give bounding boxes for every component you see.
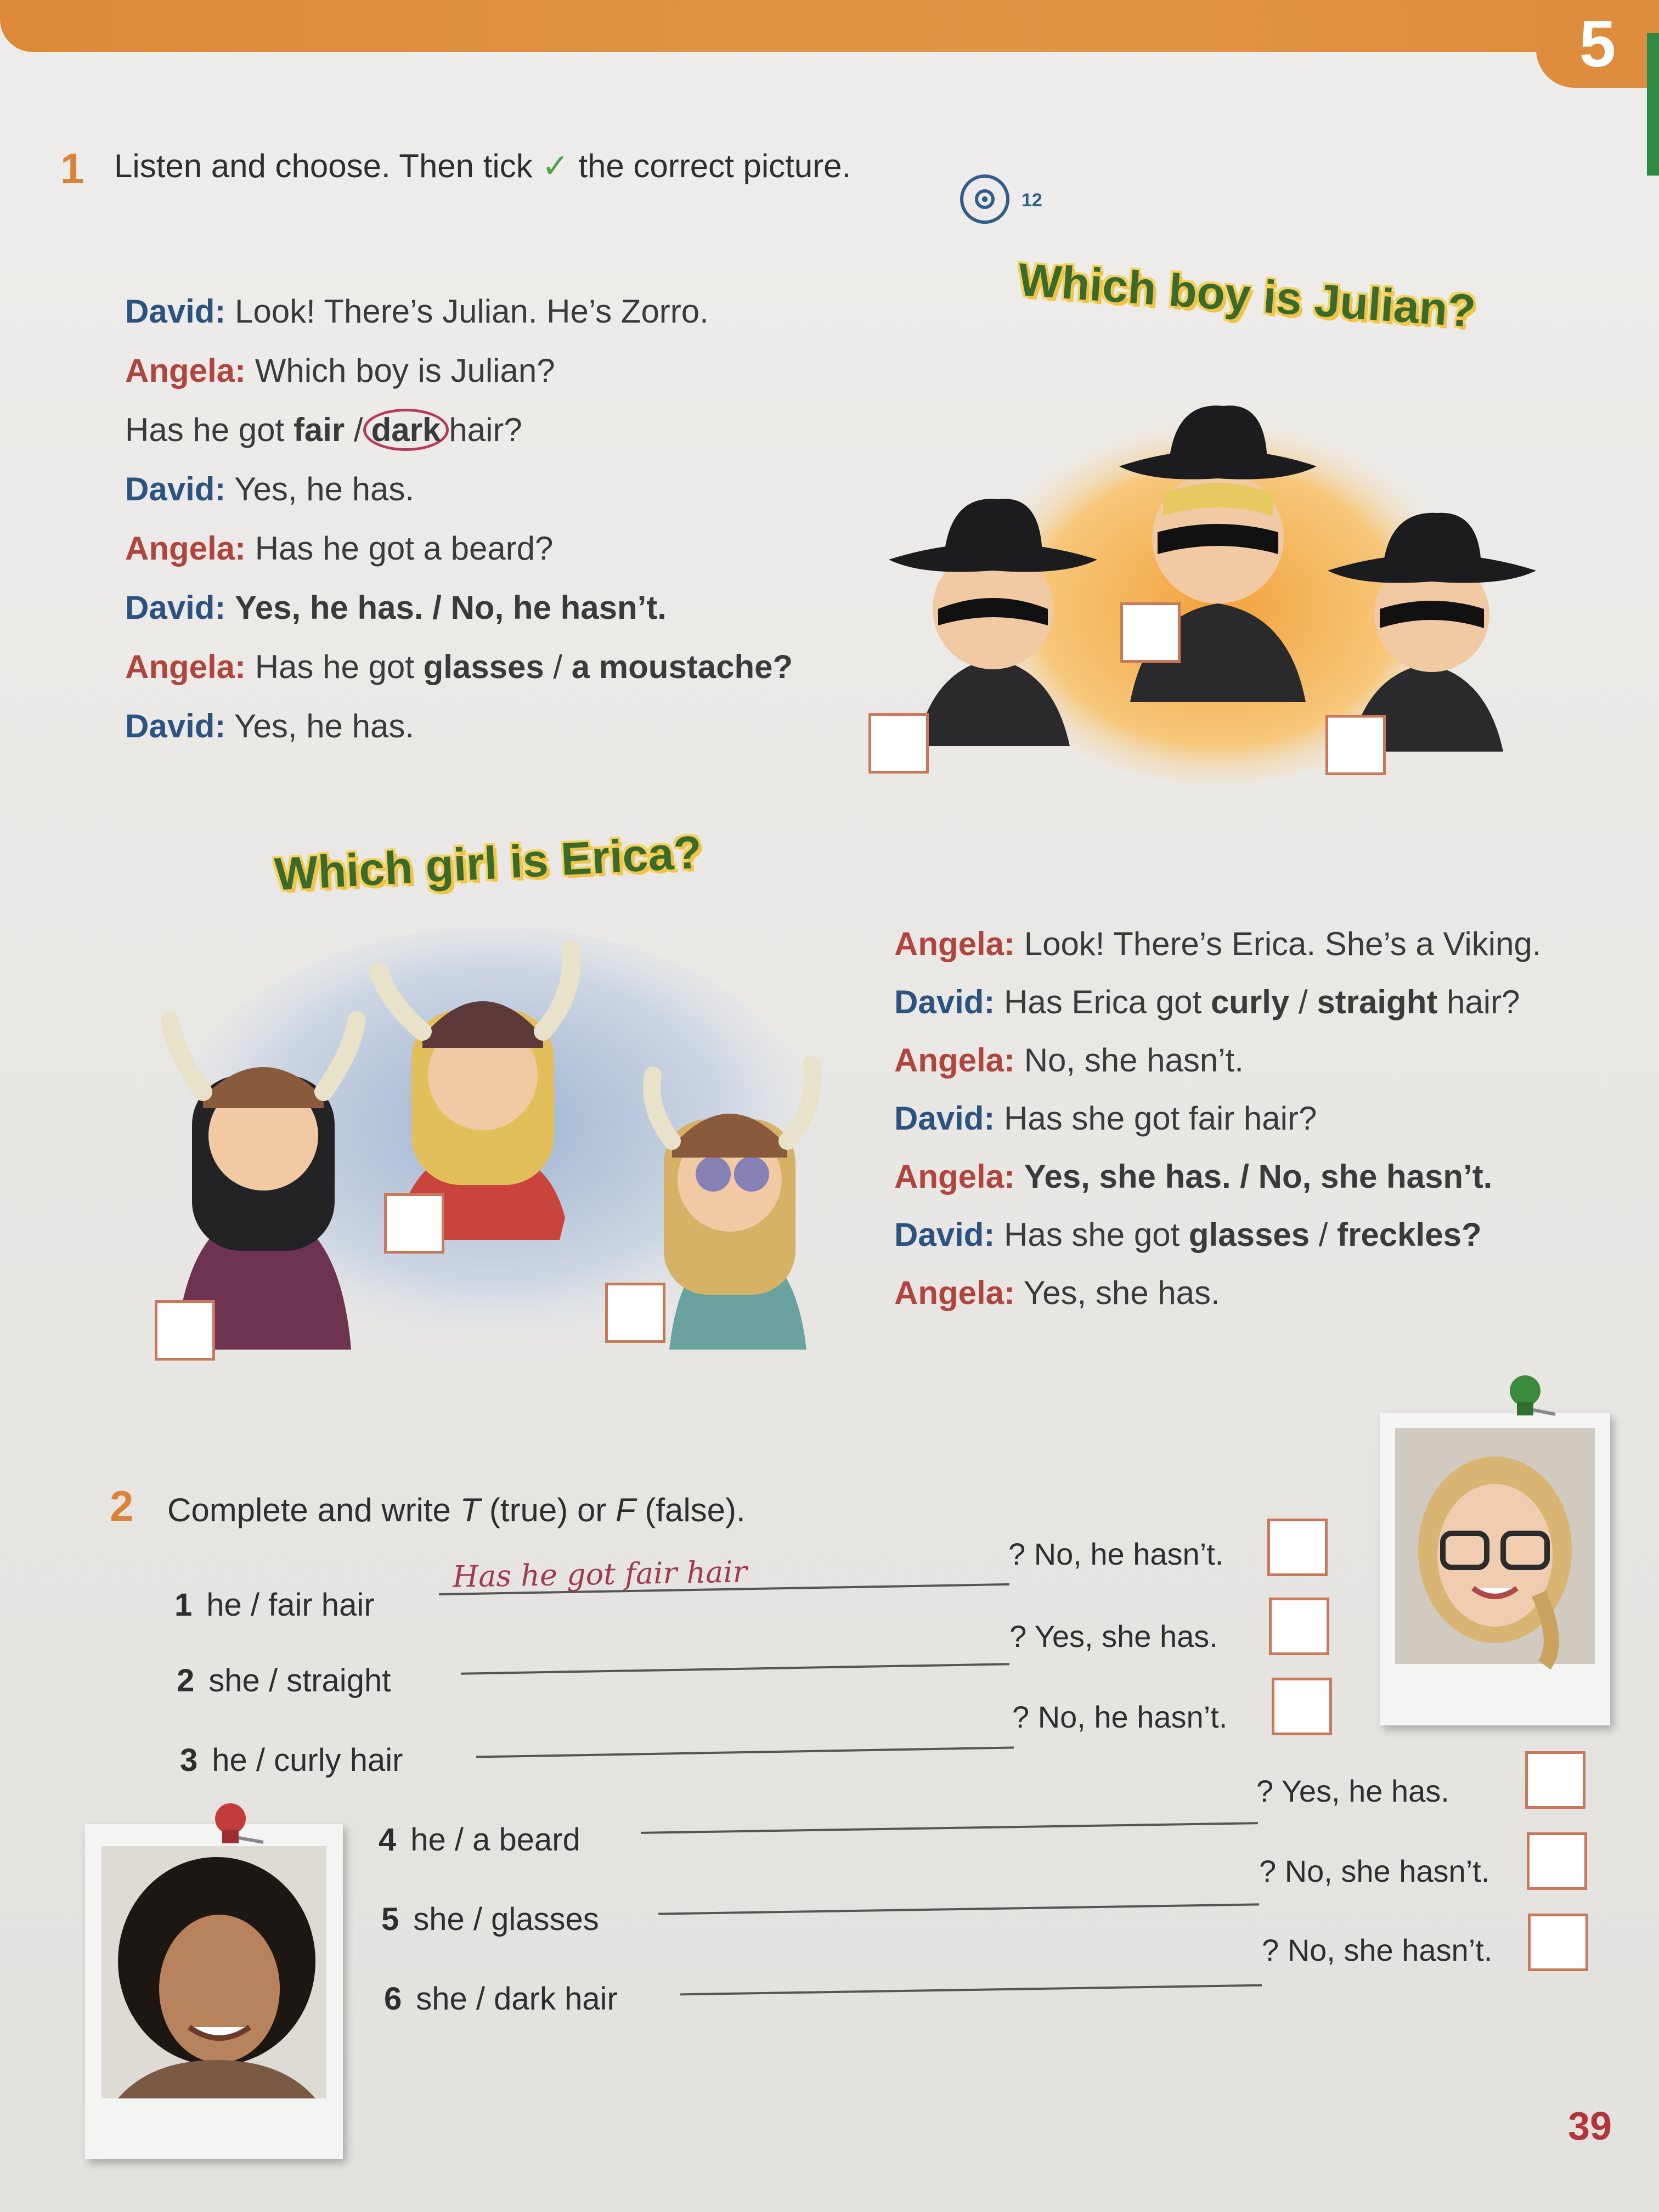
tf-box-2[interactable] (1269, 1598, 1329, 1655)
dialogue-line (894, 1031, 1541, 1090)
unit-number: 5 (1579, 7, 1616, 81)
speaker-label: David: (894, 984, 995, 1020)
speaker-label: David: (894, 1100, 995, 1137)
instruction-part-1: Listen and choose. Then tick (114, 148, 533, 184)
item-number: 2 (177, 1663, 195, 1699)
item-2-answer: ? Yes, she has. (1009, 1619, 1218, 1654)
item-prompt: she / straight (208, 1663, 391, 1699)
answer-options[interactable]: Yes, he has. / No, he hasn’t. (235, 589, 667, 626)
exercise-2-instruction (167, 1491, 746, 1529)
pushpin-icon (1500, 1372, 1561, 1432)
option-glasses[interactable]: glasses (423, 648, 544, 685)
girl-with-glasses-photo (1380, 1413, 1610, 1725)
speaker-label: David: (125, 589, 226, 626)
pushpin-icon (203, 1799, 269, 1860)
answer-options[interactable]: Yes, she has. / No, she hasn’t. (1024, 1158, 1493, 1195)
dialogue-text: Has she got (1004, 1216, 1180, 1253)
separator: / (553, 648, 563, 685)
instruction-text: (true) or (489, 1492, 607, 1528)
exercise-1-number: 1 (60, 144, 84, 193)
dialogue-text: Has he got (255, 648, 414, 685)
page-edge-marker (1647, 33, 1659, 176)
tick-box-girl-middle[interactable] (384, 1193, 444, 1254)
dialogue-text: Has he got a beard? (255, 530, 554, 567)
speaker-label: Angela: (894, 1274, 1015, 1311)
dialogue-line (894, 1090, 1541, 1148)
item-6-answer: ? No, she hasn’t. (1262, 1933, 1493, 1967)
tf-box-6[interactable] (1528, 1914, 1588, 1971)
answer-line-6[interactable] (680, 1984, 1262, 1996)
unit-number-tab (1536, 0, 1659, 88)
option-glasses[interactable]: glasses (1188, 1216, 1310, 1253)
dialogue-text: Has she got fair hair? (1004, 1100, 1317, 1137)
tick-box-boy-left[interactable] (868, 713, 929, 774)
tick-box-girl-left[interactable] (155, 1300, 215, 1361)
item-prompt: he / fair hair (206, 1587, 375, 1623)
speaker-label: Angela: (125, 352, 246, 389)
tf-box-3[interactable] (1272, 1678, 1332, 1735)
item-5-answer: ? No, she hasn’t. (1259, 1854, 1490, 1888)
speaker-label: Angela: (125, 648, 246, 685)
answer-line-2[interactable] (461, 1663, 1009, 1674)
tick-box-boy-middle[interactable] (1120, 602, 1181, 663)
dialogue-text: Yes, he has. (234, 708, 415, 744)
tick-icon: ✓ (541, 148, 569, 184)
exercise-2-number: 2 (110, 1482, 134, 1530)
tick-box-boy-right[interactable] (1325, 715, 1386, 775)
dialogue-text: Yes, she has. (1023, 1274, 1220, 1311)
item-prompt: he / a beard (410, 1822, 580, 1858)
answer-line-4[interactable] (641, 1822, 1258, 1834)
dialogue-line (894, 1264, 1541, 1322)
option-curly[interactable]: curly (1210, 984, 1290, 1020)
answer-line-5[interactable] (658, 1903, 1259, 1915)
speaker-label: David: (125, 293, 226, 330)
exercise-2-item-2-prompt (177, 1662, 391, 1699)
dialogue-line (894, 915, 1541, 973)
separator: / (1318, 1216, 1328, 1253)
instruction-part-2: the correct picture. (578, 148, 851, 184)
exercise-2-item-3-prompt (180, 1742, 403, 1779)
true-letter: T (460, 1492, 481, 1528)
separator: / (353, 411, 363, 448)
page-number: 39 (1568, 2104, 1612, 2148)
dialogue-text: Has he got (125, 411, 285, 448)
dialogue-text: Has Erica got (1004, 984, 1202, 1020)
speaker-label: Angela: (125, 530, 246, 567)
item-number: 1 (174, 1587, 193, 1623)
item-number: 6 (384, 1981, 402, 2017)
dialogue-text: Yes, he has. (234, 471, 415, 507)
speaker-label: Angela: (894, 926, 1015, 962)
exercise-2-item-1-prompt (174, 1587, 375, 1623)
dialogue-text: Look! There’s Julian. He’s Zorro. (235, 293, 709, 330)
exercise-1-instruction (114, 147, 851, 185)
zorro-boys-illustration (867, 351, 1569, 785)
item-1-answer: ? No, he hasn’t. (1008, 1537, 1224, 1571)
option-dark-circled[interactable]: dark (363, 409, 449, 451)
item-prompt: she / dark hair (416, 1981, 618, 2017)
viking-girls-illustration (143, 911, 856, 1372)
item-prompt: she / glasses (413, 1901, 599, 1937)
speaker-label: Angela: (894, 1158, 1015, 1195)
viking-scene-title: Which girl is Erica? (273, 826, 703, 900)
dialogue-line (894, 973, 1541, 1031)
handwritten-answer-1[interactable]: Has he got fair hair (452, 1554, 748, 1594)
exercise-2-item-4-prompt (379, 1821, 580, 1858)
dialogue-text: No, she hasn’t. (1024, 1042, 1244, 1079)
photo-boy-curly-hair (85, 1824, 343, 2159)
dialogue-line (125, 341, 793, 400)
item-prompt: he / curly hair (212, 1742, 403, 1778)
speaker-label: David: (125, 471, 226, 507)
exercise-2-item-6-prompt (384, 1980, 618, 2017)
dialogue-line (894, 1206, 1541, 1264)
dialogue-text: Look! There’s Erica. She’s a Viking. (1024, 926, 1542, 962)
dialogue-line (125, 578, 793, 637)
option-straight[interactable]: straight (1317, 984, 1438, 1020)
option-fair[interactable]: fair (293, 411, 345, 448)
dialogue-line (125, 519, 793, 578)
answer-line-3[interactable] (476, 1746, 1014, 1758)
tick-box-girl-right[interactable] (605, 1283, 665, 1343)
speaker-label: Angela: (894, 1042, 1015, 1079)
dialogue-line (125, 697, 793, 756)
item-4-answer: ? Yes, he has. (1256, 1774, 1449, 1808)
option-freckles[interactable]: freckles? (1337, 1216, 1482, 1253)
dialogue-text: hair? (1447, 984, 1520, 1020)
item-number: 3 (180, 1742, 198, 1778)
dialogue-line (894, 1148, 1541, 1206)
zorro-dialogue (125, 282, 793, 756)
header-band (0, 0, 1659, 52)
viking-dialogue (894, 915, 1541, 1322)
speaker-label: David: (894, 1216, 995, 1253)
instruction-text: Complete and write (167, 1492, 451, 1528)
zorro-scene-title: Which boy is Julian? (1016, 253, 1477, 337)
dialogue-line (125, 637, 793, 697)
separator: / (1298, 984, 1308, 1020)
tf-box-1[interactable] (1267, 1519, 1328, 1576)
instruction-text: (false). (645, 1492, 746, 1528)
dialogue-text: hair? (449, 411, 522, 448)
dialogue-line (125, 282, 793, 341)
boy-curly-hair-photo (85, 1824, 343, 2159)
photo-girl-glasses (1380, 1413, 1610, 1725)
audio-cd-icon[interactable] (960, 174, 1009, 224)
item-number: 4 (379, 1822, 397, 1858)
tf-box-5[interactable] (1527, 1832, 1587, 1890)
item-number: 5 (381, 1901, 399, 1937)
speaker-label: David: (125, 708, 226, 744)
exercise-2-item-5-prompt (381, 1901, 599, 1938)
option-moustache[interactable]: a moustache? (571, 648, 793, 685)
track-number: 12 (1022, 190, 1042, 211)
tf-box-4[interactable] (1525, 1751, 1585, 1809)
false-letter: F (615, 1492, 636, 1528)
dialogue-line (125, 460, 793, 519)
dialogue-line (125, 400, 793, 460)
dialogue-text: Which boy is Julian? (255, 352, 555, 389)
item-3-answer: ? No, he hasn’t. (1012, 1700, 1228, 1734)
